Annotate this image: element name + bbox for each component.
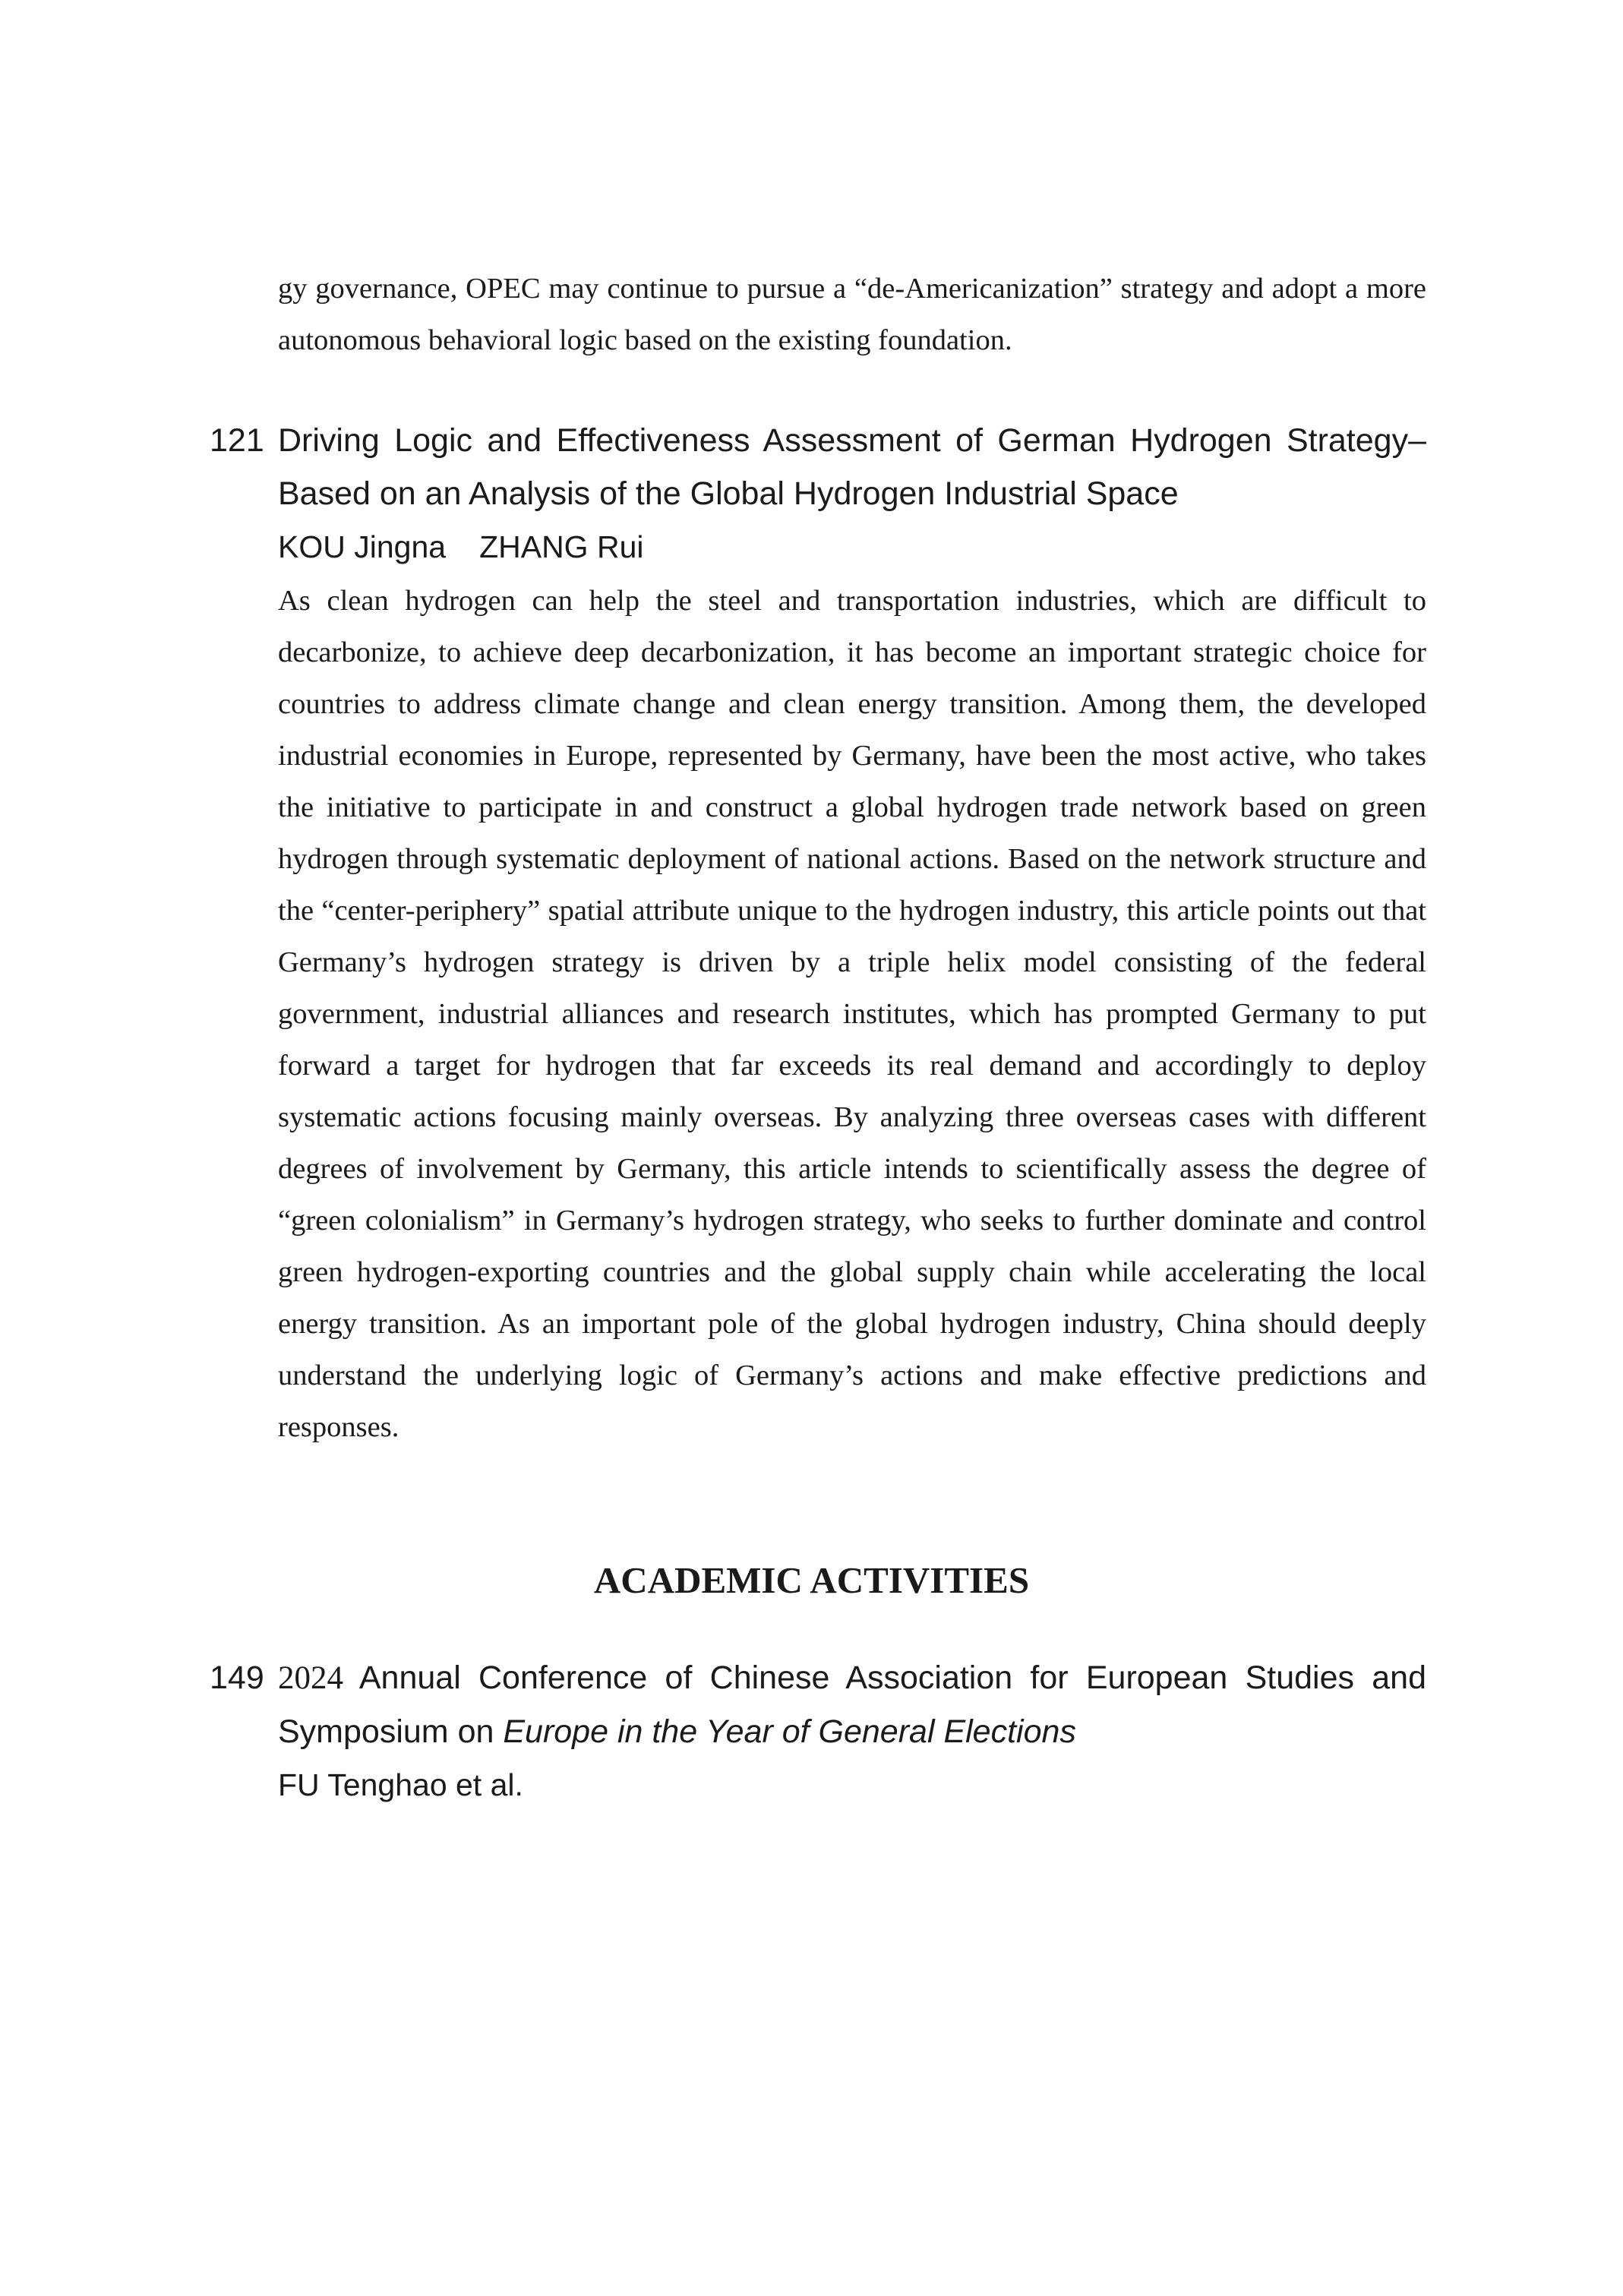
continuation-text: gy governance, OPEC may continue to pursue a “de-Americanization” strategy and adopt a more autonomous behavioral logic based on the existing foundation.: [278, 273, 1426, 356]
activity-title-main: Annual Conference of Chinese Association for European Studies and Symposium on: [278, 1660, 1426, 1750]
section-heading: ACADEMIC ACTIVITIES: [593, 1559, 1030, 1601]
continuation-paragraph: [278, 263, 1426, 366]
article-title: Driving Logic and Effectiveness Assessment of German Hydrogen Strategy– Based on an Analysis of the Global Hydrogen Industrial Space: [278, 422, 1426, 512]
activity-entry: [278, 1651, 1426, 1811]
activity-authors: FU Tenghao et al.: [278, 1767, 523, 1802]
author-name: KOU Jingna: [278, 529, 447, 564]
activity-title-italic: Europe in the Year of General Elections: [503, 1713, 1076, 1750]
author-name: ZHANG Rui: [479, 529, 644, 564]
article-abstract: As clean hydrogen can help the steel and transportation industries, which are difficult to decarbonize, to achieve deep decarbonization, it has become an important strategic choice for countries to address climate change and clean energy transition. Among them, the developed industrial economies in Europe, represented by Germany, have been the most active, who takes the initiative to participate in and construct a global hydrogen trade network based on green hydrogen through systematic deployment of national actions. Based on the network structure and the “center-periphery” spatial attribute unique to the hydrogen industry, this article points out that Germany’s hydrogen strategy is driven by a triple helix model consisting of the federal government, industrial alliances and research institutes, which has prompted Germany to put forward a target for hydrogen that far exceeds its real demand and accordingly to deploy systematic actions focusing mainly overseas. By analyzing three overseas cases with different degrees of involvement by Germany, this article intends to scientifically assess the degree of “green colonialism” in Germany’s hydrogen strategy, who seeks to further dominate and control green hydrogen-exporting countries and the global supply chain while accelerating the local energy transition. As an important pole of the global hydrogen industry, China should deeply understand the underlying logic of Germany’s actions and make effective predictions and responses.: [278, 585, 1426, 1443]
article-page-number: 121: [210, 422, 264, 459]
article-entry: [278, 414, 1426, 1453]
activity-title-year: 2024: [278, 1660, 343, 1696]
activity-page-number: 149: [210, 1660, 264, 1696]
article-authors: [278, 520, 1426, 573]
activity-title: [278, 1651, 1426, 1758]
